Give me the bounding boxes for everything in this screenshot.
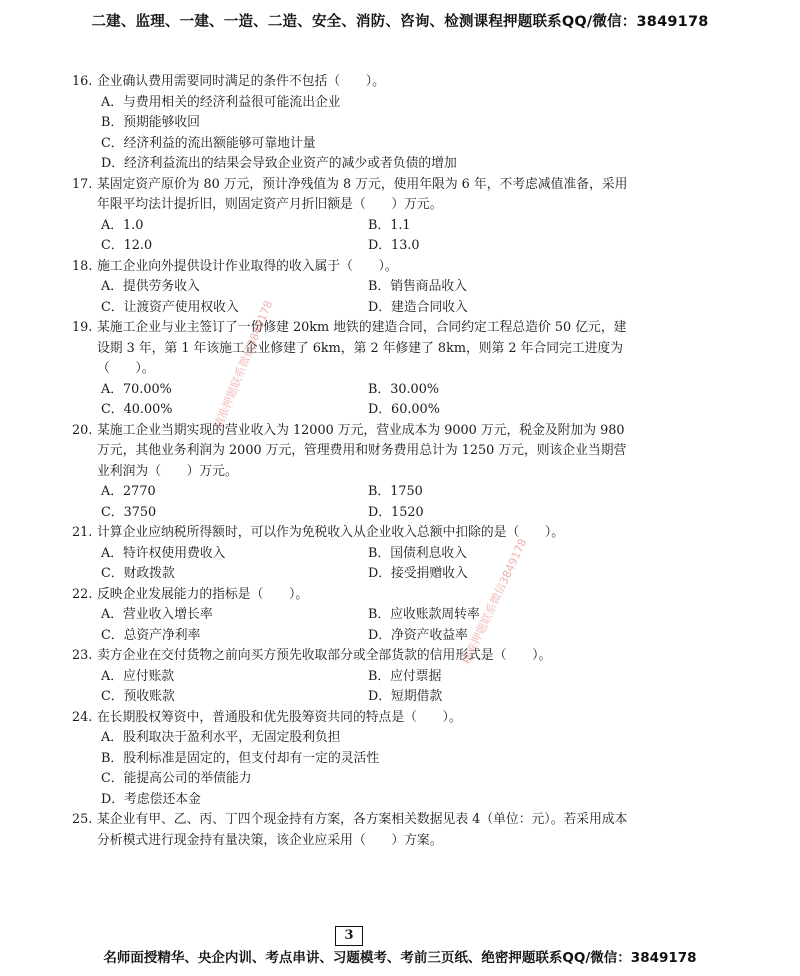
answer-option: A．应付账款 — [101, 668, 175, 684]
question-item — [72, 318, 638, 421]
answer-option: A．提供劳务收入 — [101, 279, 200, 294]
answer-option: B．1.1 — [368, 217, 411, 233]
question-text: 在长期股权筹资中，普通股和优先股筹资共同的特点是（ ）。 — [97, 709, 462, 725]
answer-option: C．能提高公司的举债能力 — [101, 771, 252, 786]
answer-option: C．让渡资产使用权收入 — [101, 299, 239, 315]
question-number: 20. — [72, 422, 93, 438]
answer-option: A．股利取决于盈利水平，无固定股利负担 — [101, 730, 341, 745]
option-list — [72, 482, 638, 523]
answer-option: A．与费用相关的经济利益很可能流出企业 — [101, 94, 341, 110]
page-footer: 名师面授精华、央企内训、考点串讲、习题模考、考前三页纸、绝密押题联系QQ/微信：3849178 — [103, 950, 697, 966]
question-number: 23. — [72, 648, 93, 663]
answer-option: B．预期能够收回 — [101, 115, 200, 130]
question-stem — [72, 585, 638, 606]
answer-option: A．70.00% — [101, 381, 172, 397]
page-header: 二建、监理、一建、一造、二造、安全、消防、咨询、检测课程押题联系QQ/微信：3849178 — [91, 14, 709, 30]
option-list — [72, 380, 638, 421]
question-text: 某施工企业当期实现的营业收入为 12000 万元，营业成本为 9000 万元，税金及附加为 980 万元，其他业务利润为 2000 万元，管理费用和财务费用总计为 1250 万元，则该企业当期营业利润为（ ）万元。 — [97, 422, 627, 479]
answer-option: B．应付票据 — [368, 668, 442, 684]
question-item — [72, 175, 638, 257]
option-list — [72, 728, 638, 810]
answer-option: D．1520 — [368, 504, 424, 520]
option-list — [72, 216, 638, 257]
watermark-right: 精准押题联系微信3849178 — [459, 536, 530, 667]
answer-option: D．净资产收益率 — [368, 627, 468, 643]
question-number: 18. — [72, 258, 93, 274]
answer-option: D．13.0 — [368, 238, 420, 253]
question-text: 企业确认费用需要同时满足的条件不包括（ ）。 — [97, 74, 385, 89]
question-item — [72, 421, 638, 524]
question-item — [72, 523, 638, 585]
question-text: 卖方企业在交付货物之前向买方预先收取部分或全部货款的信用形式是（ ）。 — [97, 648, 552, 663]
question-number: 25. — [72, 812, 93, 827]
answer-option: D．建造合同收入 — [368, 299, 468, 315]
question-item — [72, 72, 638, 175]
answer-option: C．财政拨款 — [101, 566, 175, 581]
question-number: 24. — [72, 709, 93, 725]
answer-option: B．国债利息收入 — [368, 545, 467, 561]
question-item — [72, 257, 638, 319]
question-stem — [72, 646, 638, 667]
answer-option: B．销售商品收入 — [368, 279, 467, 294]
question-stem — [72, 72, 638, 93]
question-text: 某企业有甲、乙、丙、丁四个现金持有方案，各方案相关数据见表 4（单位：元）。若采用成本分析模式进行现金持有量决策，该企业应采用（ ）方案。 — [97, 812, 628, 848]
question-text: 反映企业发展能力的指标是（ ）。 — [97, 586, 309, 602]
answer-option: C．预收账款 — [101, 689, 175, 704]
question-item — [72, 708, 638, 811]
option-list — [72, 605, 638, 646]
answer-option: B．1750 — [368, 484, 423, 499]
question-stem — [72, 810, 638, 851]
question-text: 计算企业应纳税所得额时，可以作为免税收入从企业收入总额中扣除的是（ ）。 — [97, 525, 565, 540]
answer-option: C．经济利益的流出额能够可靠地计量 — [101, 135, 316, 151]
answer-option: D．短期借款 — [368, 689, 443, 704]
question-stem — [72, 523, 638, 544]
answer-option: D．经济利益流出的结果会导致企业资产的减少或者负债的增加 — [101, 156, 457, 171]
answer-option: C．3750 — [101, 504, 157, 520]
answer-option: A．2770 — [101, 484, 156, 499]
option-list — [72, 93, 638, 175]
answer-option: C．总资产净利率 — [101, 627, 201, 643]
question-stem — [72, 421, 638, 483]
option-list — [72, 277, 638, 318]
question-number: 21. — [72, 525, 93, 540]
question-text: 某施工企业与业主签订了一份修建 20km 地铁的建造合同，合同约定工程总造价 50 亿元，建设期 3 年，第 1 年该施工企业修建了 6km，第 2 年修建了 8km，则第 2 年合同完工进度为（ ）。 — [97, 320, 627, 376]
answer-option: A．1.0 — [101, 217, 144, 233]
option-list — [72, 544, 638, 585]
question-item — [72, 585, 638, 647]
question-stem — [72, 318, 638, 380]
answer-option: C．40.00% — [101, 402, 173, 417]
question-number: 17. — [72, 176, 93, 192]
question-number: 16. — [72, 74, 93, 89]
question-item — [72, 646, 638, 708]
page-number: 3 — [335, 926, 363, 946]
question-number: 22. — [72, 586, 93, 602]
question-number: 19. — [72, 320, 93, 335]
option-list — [72, 667, 638, 708]
question-stem — [72, 708, 638, 729]
question-text: 施工企业向外提供设计作业取得的收入属于（ ）。 — [97, 258, 398, 274]
question-list — [72, 72, 638, 851]
watermark-left: 精准押题联系微信3849178 — [211, 298, 276, 431]
question-item — [72, 810, 638, 851]
answer-option: D．考虑偿还本金 — [101, 791, 201, 807]
question-stem — [72, 175, 638, 216]
answer-option: D．接受捐赠收入 — [368, 566, 468, 581]
answer-option: B．30.00% — [368, 381, 439, 397]
question-stem — [72, 257, 638, 278]
answer-option: C．12.0 — [101, 238, 153, 253]
answer-option: D．60.00% — [368, 402, 440, 417]
answer-option: A．特许权使用费收入 — [101, 545, 226, 561]
question-text: 某固定资产原价为 80 万元，预计净残值为 8 万元，使用年限为 6 年，不考虑减值准备，采用年限平均法计提折旧，则固定资产月折旧额是（ ）万元。 — [97, 176, 628, 212]
answer-option: B．应收账款周转率 — [368, 607, 480, 622]
answer-option: A．营业收入增长率 — [101, 607, 213, 622]
answer-option: B．股利标准是固定的，但支付却有一定的灵活性 — [101, 750, 380, 766]
